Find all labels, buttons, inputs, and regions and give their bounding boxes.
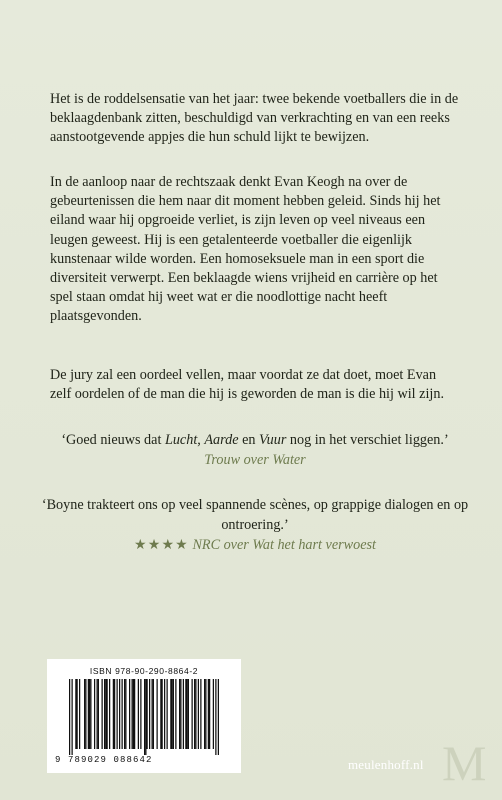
barcode-bar [153,679,154,749]
barcode-bar [152,679,153,749]
isbn-number: ISBN 978-90-290-8864-2 [89,666,199,676]
barcode-bar [102,679,103,749]
barcode-bar [164,679,165,749]
review-quote-1-text: ‘Goed nieuws dat Lucht, Aarde en Vuur nog in het verschiet liggen.’ [61,432,449,448]
barcode-bar [79,679,80,749]
barcode-bar [205,679,206,749]
barcode-bar [85,679,86,749]
review-quote-2-text: ‘Boyne trakteert ons op veel spannende scènes, op grappige dialogen en op ontroering.’ [41,497,469,533]
barcode-bar [105,679,106,749]
barcode-digits: 9 789029 088642 [55,755,153,765]
barcode-bar [209,679,210,749]
barcode-bar [138,679,139,749]
barcode-bar [162,679,163,749]
barcode-bar [179,679,180,749]
barcode-bar [140,679,141,749]
barcode-bar [194,679,195,749]
barcode-bar [175,679,176,749]
review-quote-2-source: NRC over Wat het hart verwoest [192,537,376,553]
barcode-bar [167,679,168,749]
title-aarde: Aarde [204,432,239,448]
review-quote-1 [40,430,470,470]
barcode-bar [104,679,105,749]
barcode-bar [215,679,216,755]
barcode-bar [145,679,146,755]
barcode-bar [213,679,214,749]
barcode-bar [84,679,85,749]
blurb-paragraph-1: Het is de roddelsensatie van het jaar: twee bekende voetballers die in de beklaagdenbank zitten, beschuldigd van verkrachting en van een reeks aanstootgevende appjes die hun schuld lijkt te bewijzen. [50,91,459,146]
title-lucht: Lucht [164,432,198,448]
barcode-bar [132,679,133,749]
barcode-bar [198,679,199,749]
barcode-bar [208,679,209,749]
blurb-paragraph-3: De jury zal een oordeel vellen, maar voordat ze dat doet, moet Evan zelf oordelen of de man die hij is geworden de man is die hij wil zijn. [50,367,444,403]
publisher-website: meulenhoff.nl [348,757,424,772]
barcode-bar [183,679,184,749]
barcode-bar [69,679,70,755]
barcode-bar [122,679,123,749]
barcode-bar [77,679,78,749]
barcode-bar [195,679,196,749]
barcode-bar [107,679,108,749]
barcode-bar [185,679,186,749]
barcode-bar [114,679,115,749]
barcode-bar [89,679,90,749]
review-quote-1-source: Trouw over Water [204,452,306,468]
barcode-bar [200,679,201,749]
barcode-bar [125,679,126,749]
barcode-bar [98,679,99,749]
barcode-bar [72,679,73,755]
barcode-bar [218,679,219,755]
barcode-bar [119,679,120,749]
review-quote-2-source-line [40,535,470,555]
barcode-bar [97,679,98,749]
meulenhoff-logo-icon [438,736,494,786]
barcode-bar [180,679,181,749]
logo-letter: M [442,736,487,786]
barcode-bar [94,679,95,749]
barcode-bar [188,679,189,749]
barcode-bar [88,679,89,749]
barcode-bar [124,679,125,749]
rating-stars: ★★★★ [134,537,189,553]
isbn-barcode [47,659,241,773]
barcode-bars [69,679,219,755]
barcode-bar [129,679,130,749]
barcode-bar [170,679,171,749]
barcode-bar [113,679,114,749]
barcode-bar [133,679,134,749]
barcode-bar [157,679,158,749]
title-vuur: Vuur [259,432,287,448]
blurb-paragraph-2: In de aanloop naar de rechtszaak denkt Evan Keogh na over de gebeurtenissen die hem naar dit moment hebben geleid. Sinds hij het eiland waar hij opgroeide verliet, is zijn leven op veel niveaus een leugen geweest. Hij is een getalenteerde voetballer die eigenlijk kunstenaar wilde worden. Een homoseksuele man in een sport die diversiteit verwerpt. Een beklaagde wiens vrijheid en carrière op het spel staan omdat hij weet wat er die noodlottige nacht heeft plaatsgevonden. [50,174,441,325]
barcode-bar [173,679,174,749]
barcode-bar [144,679,145,755]
barcode-bar [160,679,161,749]
barcode-bar [172,679,173,749]
barcode-bar [149,679,150,749]
barcode-bar [204,679,205,749]
barcode-bar [192,679,193,749]
barcode-bar [147,679,148,749]
barcode-bar [109,679,110,749]
barcode-bar [90,679,91,749]
review-quote-2 [40,495,470,555]
barcode-bar [134,679,135,749]
barcode-bar [117,679,118,749]
barcode-bar [75,679,76,749]
barcode-bar [187,679,188,749]
